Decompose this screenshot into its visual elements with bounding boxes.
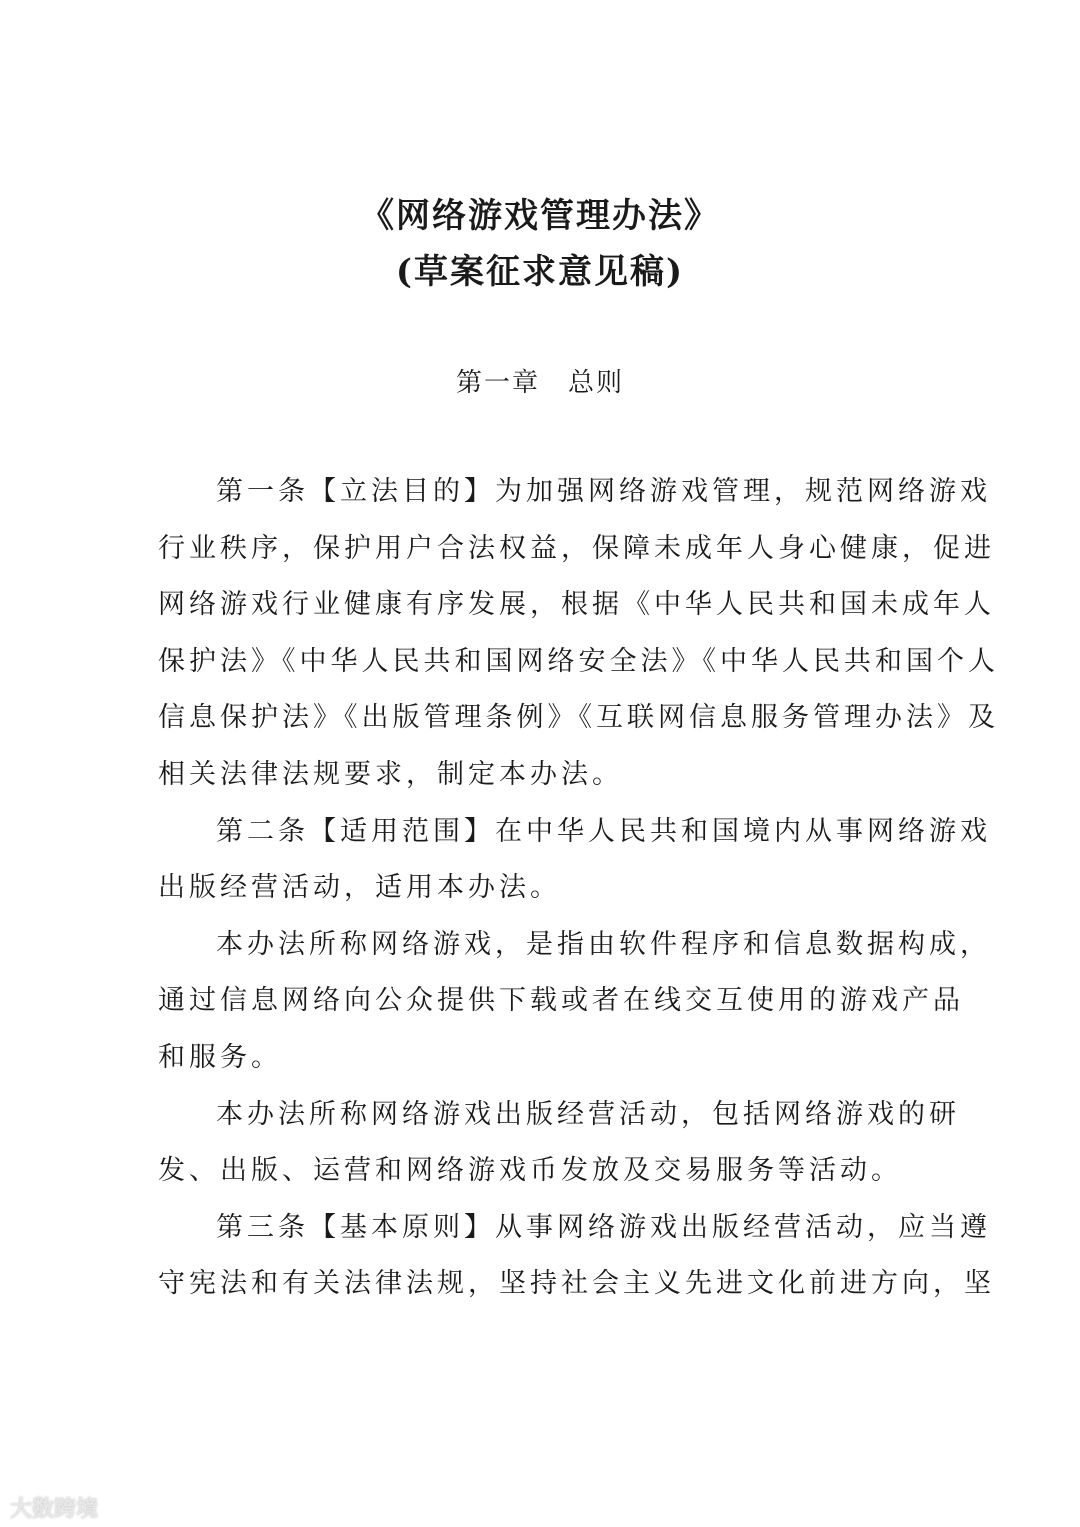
paragraph-line: 本办法所称网络游戏出版经营活动，包括网络游戏的研 (216, 1098, 960, 1130)
paragraph-line: 本办法所称网络游戏，是指由软件程序和信息数据构成， (216, 928, 991, 960)
paragraph-line: 网络游戏行业健康有序发展，根据《中华人民共和国未成年人 (158, 589, 995, 621)
paragraph-line: 第一条【立法目的】为加强网络游戏管理，规范网络游戏 (216, 476, 991, 507)
watermark-logo (10, 1492, 98, 1523)
chapter-heading: 第一章 总则 (455, 368, 624, 398)
paragraph-line: 出版经营活动，适用本办法。 (158, 872, 561, 904)
paragraph-line: 第三条【基本原则】从事网络游戏出版经营活动，应当遵 (216, 1211, 991, 1243)
document-subtitle: (草案征求意见稿) (395, 252, 685, 292)
paragraph-line: 第二条【适用范围】在中华人民共和国境内从事网络游戏 (216, 815, 991, 847)
paragraph-line: 保护法》《中华人民共和国网络安全法》《中华人民共和国个人 (158, 645, 999, 677)
paragraph-line: 行业秩序，保护用户合法权益，保障未成年人身心健康，促进 (158, 532, 995, 564)
paragraph-line: 信息保护法》《出版管理条例》《互联网信息服务管理办法》及 (158, 702, 999, 734)
document-title: 《网络游戏管理办法》 (360, 196, 720, 236)
watermark-text: 大数跨境 (10, 1496, 99, 1522)
paragraph-line: 通过信息网络向公众提供下载或者在线交互使用的游戏产品 (158, 985, 964, 1017)
paragraph-line: 发、出版、运营和网络游戏币发放及交易服务等活动。 (158, 1155, 902, 1187)
paragraph-line: 守宪法和有关法律法规，坚持社会主义先进文化前进方向，坚 (158, 1268, 995, 1300)
paragraph-line: 相关法律法规要求，制定本办法。 (158, 759, 623, 790)
paragraph-line: 和服务。 (158, 1042, 282, 1073)
